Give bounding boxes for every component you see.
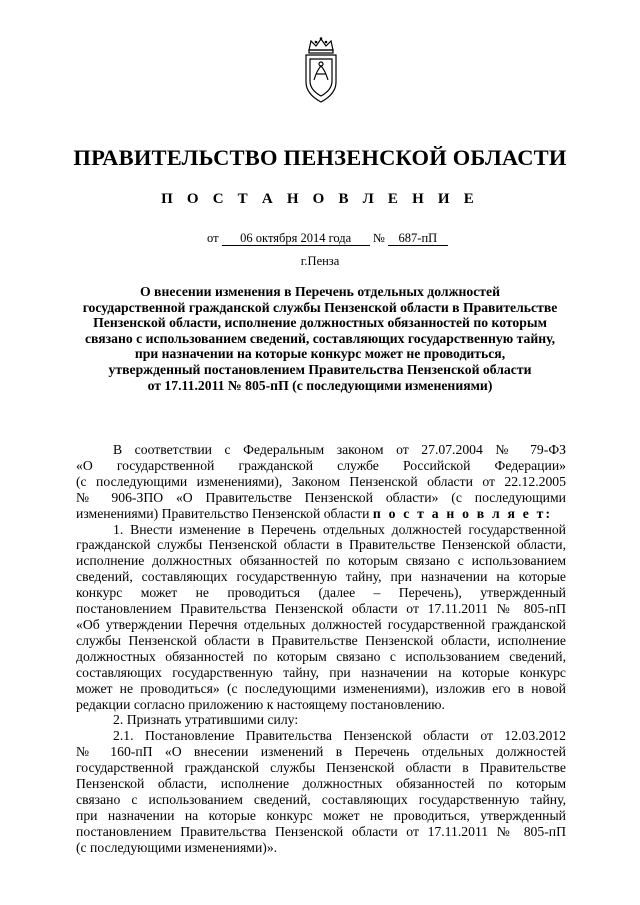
body-line: постановлением Правительства Пензенской области от 17.11.2011 № 805-пП <box>76 823 566 839</box>
body-line: составляющих государственную тайну, при назначении на которые конкурс <box>76 664 566 680</box>
coat-of-arms-icon <box>296 36 346 106</box>
heading-line: Пензенской области, исполнение должностных обязанностей по которым <box>93 315 547 331</box>
body-line: «О государственной гражданской службе Российской Федерации» <box>76 457 566 473</box>
body-line: сведений, составляющих государственную тайну, при назначении на которые <box>76 569 566 585</box>
paragraph-item-2-1 <box>76 728 566 855</box>
body-line: В соответствии с Федеральным законом от 27.07.2004 № 79-ФЗ <box>113 442 566 457</box>
body-line: может не проводиться» (с последующими изменениями), изложив его в новой <box>76 680 566 696</box>
body-line: связано с использованием сведений, составляющих государственную тайну, <box>76 791 566 807</box>
body-line: (с последующими изменениями), Законом Пензенской области от 22.12.2005 <box>76 473 566 489</box>
body-line: конкурс может не проводиться (далее – Перечень), утвержденный <box>76 585 566 601</box>
document-body <box>76 442 566 856</box>
body-line: должностных обязанностей по которым связано с использованием сведений, <box>76 648 566 664</box>
number-sign: № <box>372 231 385 245</box>
heading-line: О внесении изменения в Перечень отдельных должностей <box>139 284 500 299</box>
date-prefix: от <box>207 231 219 245</box>
body-line: исполнение должностных обязанностей по которым связано с использованием <box>76 553 566 569</box>
date-number-line <box>207 231 448 246</box>
decree-date: 06 октября 2014 года <box>222 231 370 246</box>
body-line: гражданской службы Пензенской области в Правительстве Пензенской области, <box>76 537 566 553</box>
paragraph-item-1 <box>76 522 566 713</box>
body-line: 2.1. Постановление Правительства Пензенской области от 12.03.2012 <box>113 728 566 744</box>
preamble-end: изменениями) Правительство Пензенской области <box>76 505 370 521</box>
body-line: государственной гражданской службы Пензенской области в Правительстве <box>76 760 566 776</box>
body-line: «Об утверждении Перечня отдельных должностей государственной гражданской <box>76 616 566 632</box>
document-heading <box>60 284 580 393</box>
body-line: 1. Внести изменение в Перечень отдельных должностей государственной <box>113 521 566 537</box>
body-line <box>76 506 566 522</box>
city: г.Пенза <box>300 254 340 268</box>
body-line: постановлением Правительства Пензенской области от 17.11.2011 № 805-пП <box>76 601 566 617</box>
heading-line: утвержденный постановлением Правительства Пензенской области <box>108 361 532 377</box>
paragraph-preamble <box>76 442 566 522</box>
decree-number: 687-пП <box>388 231 448 246</box>
heading-line: государственной гражданской службы Пензенской области в Правительстве <box>82 299 558 315</box>
resolves-word: п о с т а н о в л я е т: <box>372 505 553 521</box>
document-type-title: П О С Т А Н О В Л Е Н И Е <box>161 191 479 207</box>
body-line: № 160-пП «О внесении изменений в Перечень отдельных должностей <box>76 744 566 760</box>
government-title: ПРАВИТЕЛЬСТВО ПЕНЗЕНСКОЙ ОБЛАСТИ <box>73 145 567 170</box>
heading-line: связано с использованием сведений, составляющих государственную тайну, <box>84 330 556 346</box>
heading-line: от 17.11.2011 № 805-пП (с последующими изменениями) <box>147 377 493 393</box>
body-line: № 906-ЗПО «О Правительстве Пензенской области» (с последующими <box>76 489 566 505</box>
paragraph-item-2: 2. Признать утратившими силу: <box>113 712 299 728</box>
body-line: при назначении на которые конкурс может не проводиться, утвержденный <box>76 807 566 823</box>
body-line: (с последующими изменениями)». <box>76 839 278 855</box>
body-line: Пензенской области, исполнение должностных обязанностей по которым <box>76 776 566 792</box>
body-line: службы Пензенской области в Правительстве Пензенской области, исполнение <box>76 632 566 648</box>
heading-line: при назначении на которые конкурс может не проводиться, <box>134 346 506 362</box>
body-line: редакции согласно приложению к настоящему постановлению. <box>76 696 445 712</box>
